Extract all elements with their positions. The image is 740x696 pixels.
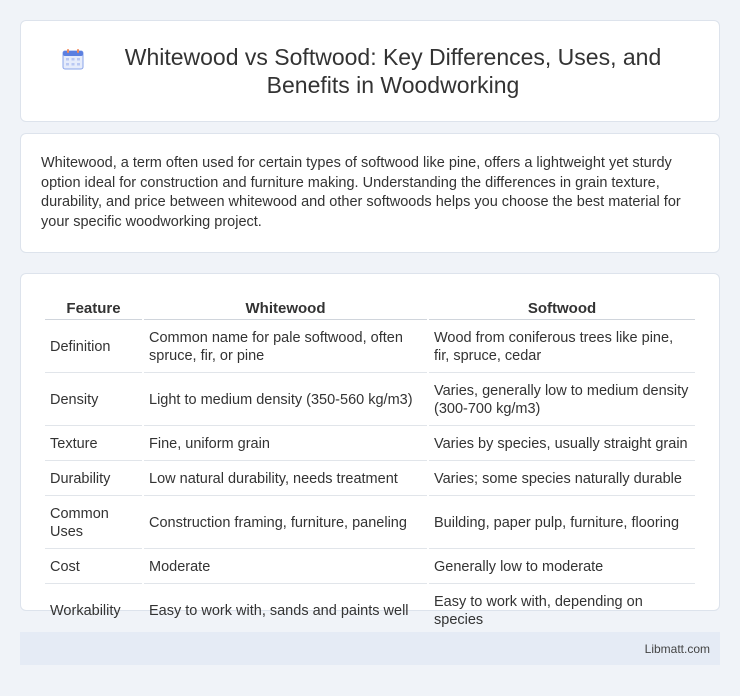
row-whitewood: Common name for pale softwood, often spruce, fir, or pine bbox=[144, 322, 427, 373]
row-feature: Density bbox=[45, 375, 142, 426]
intro-paragraph: Whitewood, a term often used for certain types of softwood like pine, offers a lightweight yet sturdy option ideal for construction and furniture making. Understanding the differences in grain texture, durability, and price between whitewood and other softwoods helps you choose the best material for your specific woodworking project. bbox=[41, 155, 681, 230]
table-row bbox=[45, 322, 695, 373]
footer-site-link[interactable]: Libmatt.com bbox=[644, 641, 710, 656]
row-whitewood: Easy to work with, sands and paints well bbox=[144, 586, 427, 637]
row-feature: Durability bbox=[45, 463, 142, 496]
comparison-card bbox=[20, 273, 720, 628]
row-softwood: Easy to work with, depending on species bbox=[429, 586, 695, 637]
table-row bbox=[45, 463, 695, 496]
row-softwood: Generally low to moderate bbox=[429, 551, 695, 584]
table-row bbox=[45, 375, 695, 426]
row-whitewood: Light to medium density (350-560 kg/m3) bbox=[144, 375, 427, 426]
calendar-icon bbox=[61, 47, 85, 71]
title-wrap bbox=[61, 43, 679, 99]
row-feature: Definition bbox=[45, 322, 142, 373]
header-card bbox=[20, 20, 720, 122]
table-row bbox=[45, 586, 695, 637]
row-softwood: Varies by species, usually straight grain bbox=[429, 428, 695, 461]
row-softwood: Wood from coniferous trees like pine, fir, spruce, cedar bbox=[429, 322, 695, 373]
row-whitewood: Construction framing, furniture, paneling bbox=[144, 498, 427, 549]
row-softwood: Varies, generally low to medium density (300-700 kg/m3) bbox=[429, 375, 695, 426]
row-whitewood: Fine, uniform grain bbox=[144, 428, 427, 461]
row-softwood: Varies; some species naturally durable bbox=[429, 463, 695, 496]
table-row bbox=[45, 551, 695, 584]
footer bbox=[20, 632, 720, 665]
row-whitewood: Low natural durability, needs treatment bbox=[144, 463, 427, 496]
row-feature: Texture bbox=[45, 428, 142, 461]
header-whitewood: Whitewood bbox=[144, 296, 427, 320]
table-header-row bbox=[45, 296, 695, 320]
table-row bbox=[45, 428, 695, 461]
row-whitewood: Moderate bbox=[144, 551, 427, 584]
header-feature: Feature bbox=[45, 296, 142, 320]
header-softwood: Softwood bbox=[429, 296, 695, 320]
row-feature: Cost bbox=[45, 551, 142, 584]
page-title: Whitewood vs Softwood: Key Differences, Uses, and Benefits in Woodworking bbox=[124, 44, 662, 98]
comparison-table bbox=[43, 294, 697, 639]
intro-card bbox=[20, 133, 720, 253]
row-feature: Workability bbox=[45, 586, 142, 637]
row-feature: Common Uses bbox=[45, 498, 142, 549]
table-row bbox=[45, 498, 695, 549]
row-softwood: Building, paper pulp, furniture, flooring bbox=[429, 498, 695, 549]
